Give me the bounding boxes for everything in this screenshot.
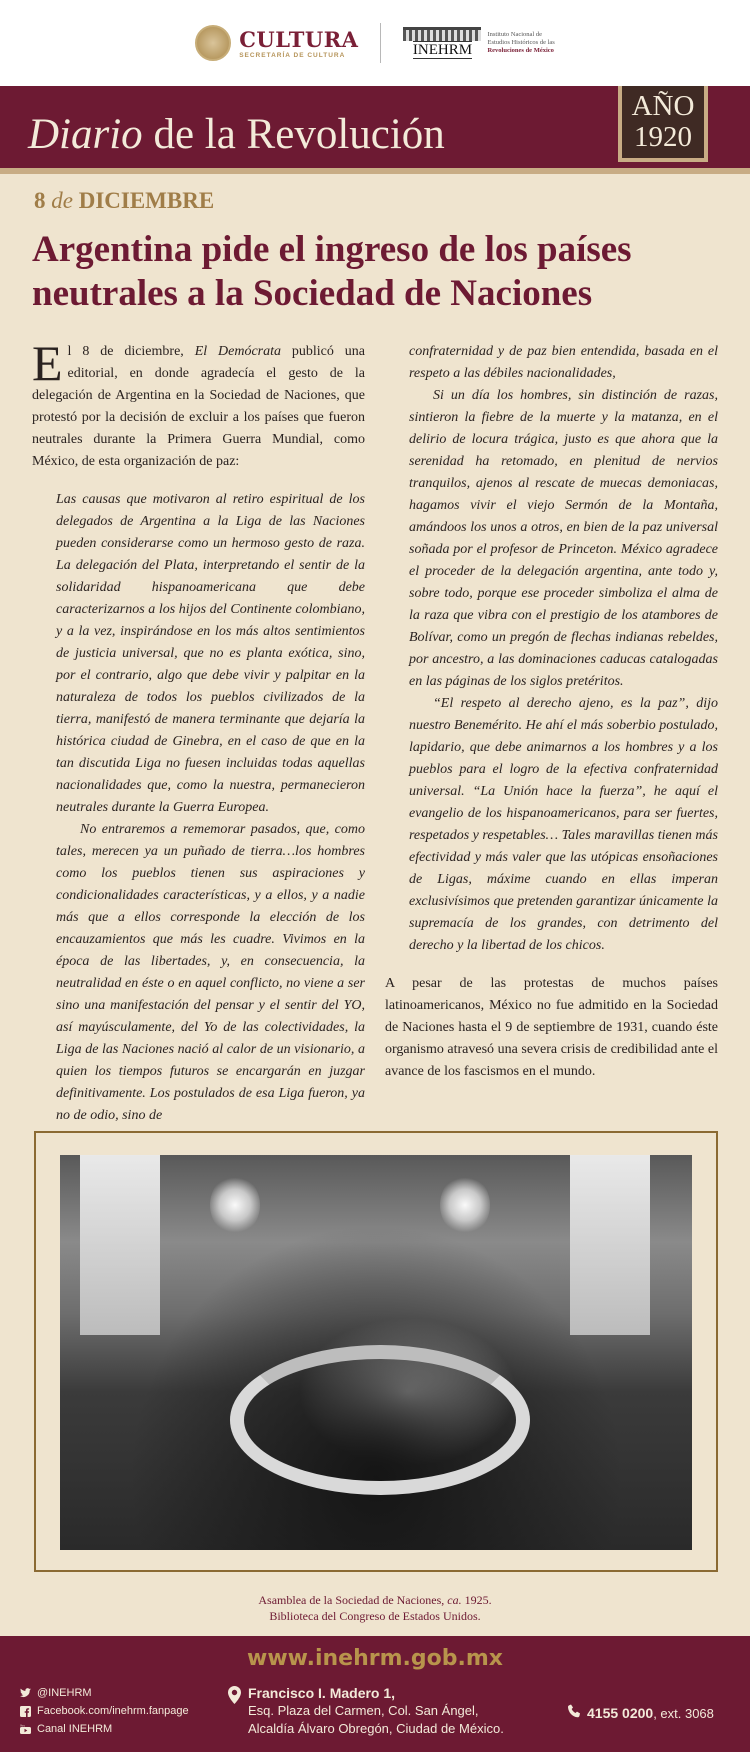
inehrm-acronym: INEHRM [412,42,473,58]
twitter-icon [20,1688,31,1699]
year-value: 1920 [634,121,692,153]
inehrm-logo[interactable] [403,27,554,59]
inehrm-line-2: Estudios Históricos de las [487,39,555,46]
phone[interactable] [568,1704,714,1721]
photo-frame [34,1131,718,1572]
mexico-seal-icon [195,25,231,61]
twitter-link[interactable] [20,1684,189,1702]
banner-title-rest: de la Revolución [142,111,445,158]
intro-text-b: publicó una editorial, en donde agradecía el gesto de la delegación de Argentina en la Sociedad de Naciones, que protestó por la decisión de excluir a los países que fueron neutrales durante la Primera Guerra Mundial, como México, de esta organización de paz: [32,344,365,469]
social-links [20,1684,189,1738]
inehrm-emblem [403,27,481,59]
chandelier-icon [210,1175,260,1235]
phone-icon [568,1704,581,1721]
intro-paragraph [32,335,365,473]
date-day: 8 [34,188,46,213]
window-left [80,1155,160,1335]
address-line-2: Esq. Plaza del Carmen, Col. San Ángel, [248,1703,479,1718]
building-icon [403,27,481,41]
caption-text-a: Asamblea de la Sociedad de Naciones, [258,1593,448,1607]
phone-extension: , ext. 3068 [653,1705,714,1721]
quote-paragraph-1: Las causas que motivaron al retiro espiritual de los delegados de Argentina a la Liga de las Naciones pueden considerarse como un hermoso gesto de raza. La delegación del Plata, interpretando el sentir de la solidaridad hispanoamericana que debe caracterizarnos a los hijos del Continente colombiano, y a la vez, inspirándose en los más altos sentimientos de justicia universal, que no es planta exótica, sino, por el contrario, algo que debe vivir y palpitar en la naturaleza de todos los pueblos civilizados de la tierra, manifestó de manera terminante que dejaría la histórica ciudad de Ginebra, en el caso de que en la tan discutida Liga no fuesen incluidas todas aquellas nacionalidades que, como la nuestra, permanecieron neutrales durante la Guerra Europea. [56,492,365,815]
logo-divider [380,23,381,63]
inehrm-line-3: Revoluciones de México [487,47,554,54]
cultura-subtitle: SECRETARÍA DE CULTURA [239,52,346,59]
inehrm-line-1: Instituto Nacional de [487,31,542,38]
intro-text-a: l 8 de diciembre, [67,344,195,359]
caption-ca: ca. [447,1593,462,1607]
address-line-3: Alcaldía Álvaro Obregón, Ciudad de México. [248,1721,504,1736]
title-banner [0,86,750,174]
article-date [34,188,214,214]
headline: Argentina pide el ingreso de los países neutrales a la Sociedad de Naciones [32,229,632,314]
caption-text-b: 1925. [461,1593,492,1607]
quote-paragraph-2-continued: confraternidad y de paz bien entendida, basada en el respeto a las débiles nacionalidades, [409,344,718,381]
website-link[interactable]: www.inehrm.gob.mx [247,1646,503,1671]
chandelier-icon [440,1175,490,1235]
facebook-url: Facebook.com/inehrm.fanpage [37,1705,189,1717]
quote-block-continued [385,341,718,957]
quote-block [32,489,365,1127]
banner-title [28,110,445,159]
twitter-handle: @INEHRM [37,1687,92,1699]
year-label: AÑO [631,90,695,122]
phone-number [587,1705,714,1721]
address [248,1684,504,1738]
youtube-channel: Canal INEHRM [37,1723,113,1735]
photo-caption [0,1592,750,1624]
location-pin-icon [228,1686,241,1709]
svg-text:You: You [20,1723,26,1727]
article-column-right [385,341,718,1083]
window-right [570,1155,650,1335]
quote-paragraph-3: Si un día los hombres, sin distinción de razas, sintieron la fiebre de la muerte y la matanza, en el delirio de locura trágica, justo es que ahora que la serenidad ha retomado, en plenitud de nervios tranquilos, ajenos al rescate de muecas demoniacas, hagamos vivir el viejo Sermón de la Montaña, amándoos los unos a otros, en bien de la paz universal soñada por el profesor de Princeton. México agradece el proceder de la delegación argentina, ante todo y, sobre todo, porque ese proceder simboliza el alma de la raza que vibra con el prestigio de los atambores de Bolívar, como un pregón de flechas indianas rebeldes, por ancestro, a las dominaciones caducas catalogadas en las páginas de los siglos pretéritos. [409,388,718,689]
quote-paragraph-4: “El respeto al derecho ajeno, es la paz”, dijo nuestro Benemérito. He ahí el más soberbio postulado, lapidario, que debe animarnos a los hombres y a los pueblos para el logro de la efectiva confraternidad universal. “La Unión hace la fuerza”, he aquí el evangelio de los hispanoamericanos, para ser fuertes, respetados y respetables… Tales maravillas tienen más efectividad y más valer que las utópicas ensoñaciones de Ligas, máxime cuando en ellas imperan exclusivísimos que pretenden garantizar únicamente la supremacía de los grandes, con detrimento del derecho y la libertad de los chicos. [409,696,718,953]
youtube-link[interactable] [20,1720,189,1738]
caption-line-2: Biblioteca del Congreso de Estados Unidos. [269,1609,481,1623]
facebook-icon [20,1706,31,1717]
date-month: DICIEMBRE [78,188,215,213]
address-line-1: Francisco I. Madero 1, [248,1685,396,1701]
conference-table [230,1345,530,1495]
newspaper-name: El Demócrata [194,344,282,359]
youtube-icon [20,1724,31,1735]
cultura-logo-text [239,27,358,59]
header-logos [0,0,750,86]
inehrm-description [487,31,554,55]
facebook-link[interactable] [20,1702,189,1720]
dropcap: E [32,335,63,391]
year-box [618,86,708,162]
cultura-name: CULTURA [239,27,359,52]
banner-title-italic: Diario [28,111,143,158]
phone-main: 4155 0200 [587,1704,654,1721]
quote-paragraph-2: No entraremos a rememorar pasados, que, como tales, merecen ya un puñado de tierra…los hombres como los pueblos tienen sus aspiraciones y condicionalidades características, y a ellos, y a nadie más que a ellos corresponde la elección de los encauzamientos que más les cuadre. Vivimos en la época de las libertades, y, en consecuencia, la neutralidad en éste o en aquel conflicto, no viene a ser sino una manifestación del pensar y el sentir del YO, así mayúsculamente, del Yo de las colectividades, la Liga de las Naciones nació al calor de un visionario, a quien los tiempos futuros se encargarán en juzgar definitivamente. Los postulados de esa Liga fueron, ya no de odio, sino de [56,822,365,1123]
cultura-logo[interactable] [195,25,358,61]
date-de: de [51,188,73,213]
caption-line-1 [0,1592,750,1608]
article-column-left [32,335,365,1127]
closing-paragraph: A pesar de las protestas de muchos países latinoamericanos, México no fue admitido en la Sociedad de Naciones hasta el 9 de septiembre de 1931, cuando éste organismo atravesó una severa crisis de credibilidad ante el avance de los fascismos en el mundo. [385,976,718,1079]
footer [0,1636,750,1752]
assembly-photo [60,1155,692,1550]
